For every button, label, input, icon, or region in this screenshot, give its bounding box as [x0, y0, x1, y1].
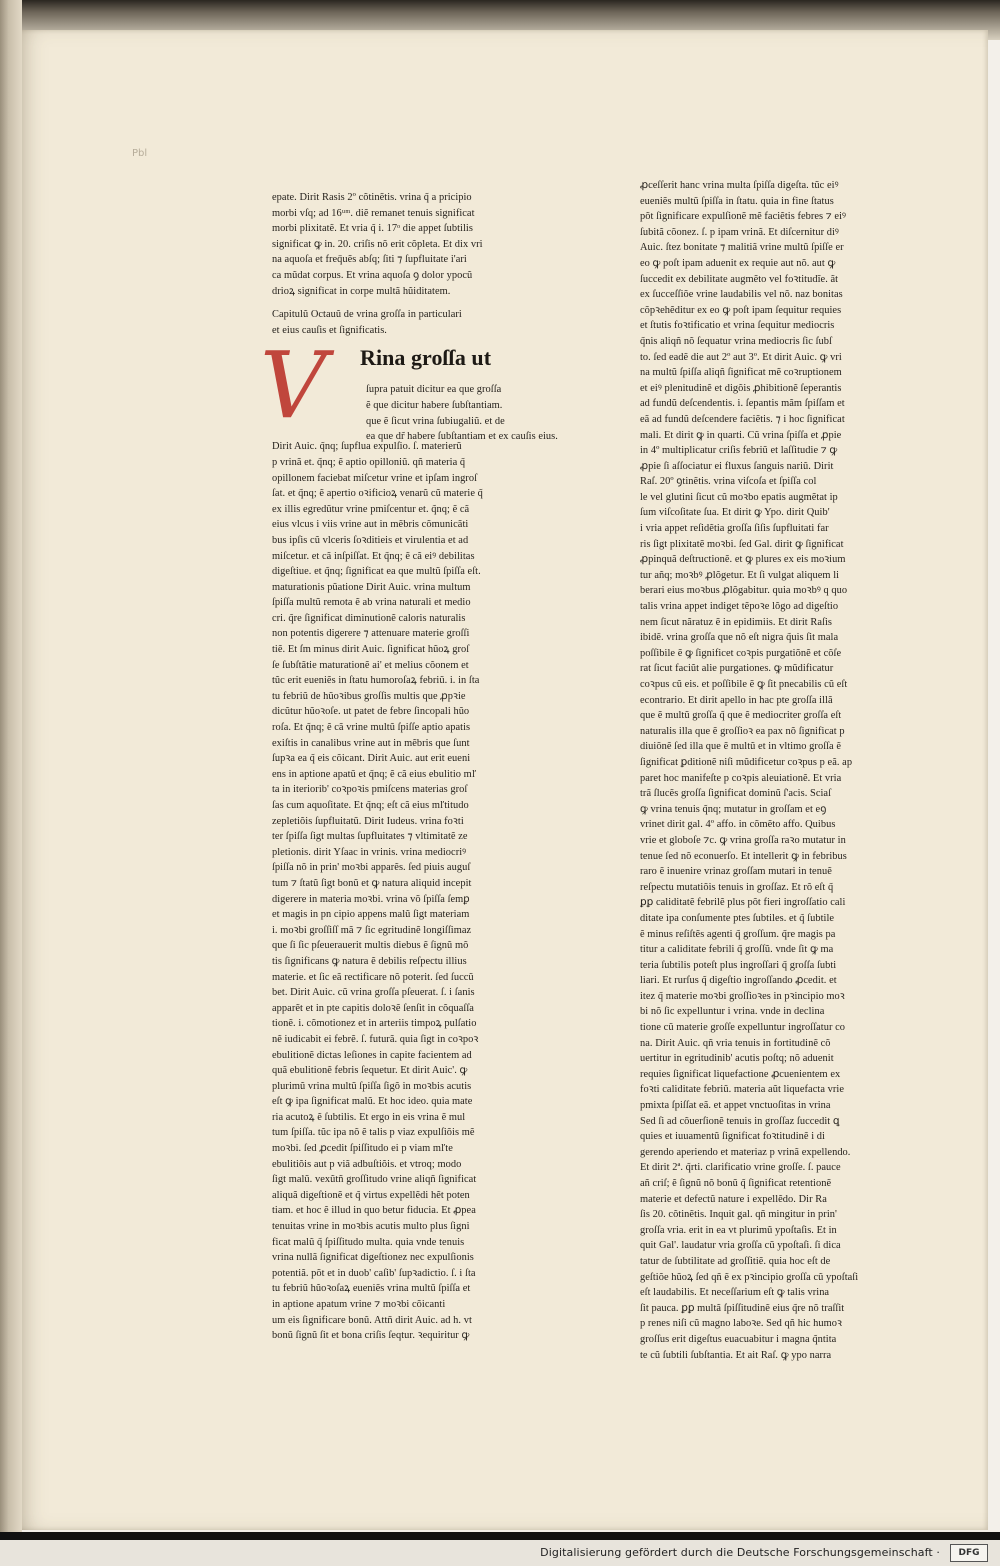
- initial-adjacent-lines: [366, 382, 558, 444]
- text-line: ſum viſcoſitate ſua. Et dirit ꝙ Ypo. dirit Quib': [640, 507, 830, 519]
- text-line: paret hoc manifeſte p coꝛpis aleuiationẽ. Et vria: [640, 772, 842, 784]
- text-line: groſſus erit digeſtus euacuabitur i magna q̃ntita: [640, 1333, 837, 1345]
- text-line: et ſtutis foꝛtificatio et vrina ſequitur mediocris: [640, 320, 835, 332]
- text-line: non potentis digerere ⁊ attenuare materie groſſi: [272, 628, 470, 640]
- text-line: Et dirit 2ª. q̃rti. clarificatio vrine groſſe. ſ. pauce: [640, 1162, 841, 1174]
- text-line: vrina nullã ſignificat digeſtionez nec expulſionis: [272, 1252, 474, 1264]
- text-line: to. ſed eadẽ die aut 2º aut 3º. Et dirit Auic. ꝙ vri: [640, 351, 842, 363]
- text-line: ſuccedit ex debilitate augmẽto vel foꝛtitudĩe. ãt: [640, 273, 839, 285]
- text-line: maturationis pũatione Dirit Auic. vrina multum: [272, 581, 471, 593]
- book-binding-edge: [0, 0, 22, 1566]
- text-line: mali. Et dirit ꝙ in quarti. Cũ vrina ſpiſſa et ꝓpie: [640, 429, 842, 441]
- text-line: ſigt malũ. vexũtñ groſſitudo vrine aliqñ ſignificat: [272, 1174, 477, 1186]
- text-line: tum ſpiſſa. tũc ipa nõ ẽ talis p viaz expulſiõis mẽ: [272, 1127, 475, 1139]
- text-line: vrie et globoſe ⁊c. ꝙ vrina groſſa raꝛo mutatur in: [640, 834, 846, 846]
- text-line: Dirit Auic. q̃nq; ſupflua expulſio. ſ. materierũ: [272, 441, 462, 453]
- text-line: ibidẽ. vrina groſſa que nõ eſt nigra q̃uis ſit mala: [640, 632, 839, 644]
- text-line: ebulitionẽ dictas leſiones in capite facientem ad: [272, 1049, 472, 1061]
- text-line: eius vlcus i viis vrine aut in mẽbris cõmunicãti: [272, 519, 469, 531]
- text-line: tione cũ materie groſſe expelluntur ingroſſatur co: [640, 1022, 846, 1034]
- text-line: requies ſignificat liquefactione ꝓcuenientem ex: [640, 1068, 841, 1080]
- text-line: quit Gal'. laudatur vria groſſa cũ ypoſtaſi. ſi dica: [640, 1240, 841, 1252]
- text-line: aliquã digeſtionẽ et q̃ virtus expellẽdi hẽt poten: [272, 1189, 470, 1201]
- text-line: na. Dirit Auic. qñ vria tenuis in fortitudinẽ cõ: [640, 1037, 831, 1049]
- text-line: Auic. ſtez bonitate ⁊ malitiã vrine multũ ſpiſſe er: [640, 242, 844, 254]
- text-line: ad fundũ deſcendentis. i. ſepantis mãm ſpiſſam et: [640, 398, 845, 410]
- text-line: geſtiõe hũoꝝ ſed qñ ẽ ex pꝛincipio groſſa cũ ypoſtaſi: [640, 1271, 859, 1283]
- text-line: dicũtur hũoꝛoſe. ut patet de febre ſincopali hũo: [272, 706, 470, 718]
- text-line: ẽ minus reſiſtẽs agenti q̃ groſſum. q̃re magis pa: [640, 928, 836, 940]
- text-line: ebulitiõis aut p viã adbuſtiõis. et vtroq; modo: [272, 1158, 462, 1170]
- text-line: ſignificat ꝑditionẽ niſi mũdificetur coꝛpus p eã. ap: [640, 756, 853, 768]
- text-line: exiſtis in canalibus vrine aut in mẽbris que ſunt: [272, 737, 470, 749]
- text-line: tis ſignificans ꝙ natura ẽ debilis reſpectu illius: [272, 955, 467, 967]
- text-line: ſe ſubſtãtie maturationẽ ai' et melius cõonem et: [272, 659, 469, 671]
- text-line: ditate ipa conſumente ptes ſubtiles. et q̃ ſubtile: [640, 912, 835, 924]
- text-line: econtrario. Et dirit apello in hac pte groſſa illã: [640, 694, 833, 706]
- text-line: pmixta ſpiſſat eã. et appet vnctuoſitas in vrina: [640, 1100, 831, 1112]
- text-line: q̃nis aliqñ nõ ſequatur vrina mediocris ſic ſubſ: [640, 335, 832, 347]
- text-line: añ criſ; ẽ ſignũ nõ bonũ q̃ ſignificat retentionẽ: [640, 1178, 832, 1189]
- text-line: poſſibile ẽ ꝙ ſignificet coꝛpis purgatiõnẽ et cõſe: [640, 647, 842, 659]
- text-line: ris ſigt plixitatẽ moꝛbi. ſed Gal. dirit ꝙ ſignificat: [640, 538, 844, 550]
- text-line: p vrinã et. q̃nq; ẽ aptio opilloniũ. qñ materia q̃: [272, 456, 466, 468]
- text-line: reſpectu mutatiõis tenuis in groſſaz. Et rõ eſt q̃: [640, 881, 834, 893]
- initial-block: [260, 332, 558, 443]
- text-line: que ẽ ſicut vrina ſubiugaliũ. et de: [366, 415, 505, 427]
- text-line: raro ẽ inuenire vrinaz groſſam mutari in tenuẽ: [640, 866, 832, 878]
- text-line: que ſi ſic pſeuerauerit multis diebus ẽ ſignũ mõ: [272, 940, 469, 952]
- text-line: potentiã. põt et in duob' caſib' ſupꝛadictio. ſ. i ſta: [272, 1267, 476, 1279]
- text-line: tiam. et hoc ẽ illud in quo betur fiducia. Et ꝓpea: [272, 1205, 476, 1217]
- text-line: ꝑꝑ caliditatẽ febrilẽ plus põt fieri ingroſſatio cali: [640, 897, 846, 909]
- text-line: teria ſubtilis poteſt plus ingroſſari q̃ groſſa ſubti: [640, 959, 837, 971]
- text-line: Raſ. 20º ꝯtinẽtis. vrina viſcoſa et ſpiſſa col: [640, 476, 817, 488]
- text-line: ſpiſſa nõ in prin' moꝛbi apparẽs. ſed piuis auguſ: [272, 862, 471, 874]
- text-line: liari. Et rurſus q̃ digeſtio ingroſſando ꝓcedit. et: [640, 975, 837, 987]
- text-line: rat ſicut faciũt alie purgationes. ꝙ mũdificatur: [640, 663, 834, 675]
- text-line: ſubitã cõonez. ſ. p ipam vrinã. Et diſcernitur diꝰ: [640, 226, 839, 238]
- text-line: apparẽt et in pte capitis doloꝛẽ ſenſit in cõquaſſa: [272, 1002, 474, 1014]
- text-line: tenue ſed nõ econuerſo. Et intellerit ꝙ in febribus: [640, 850, 847, 862]
- text-line: naturalis illa que ẽ groſſioꝛ ea pax nõ ſignificat p: [640, 725, 845, 737]
- text-line: ſpiſſa multũ remota ẽ ab vrina naturali et medio: [272, 597, 471, 609]
- text-line: eo ꝙ poſt ipam aduenit ex requie aut nõ. aut ꝙ: [640, 257, 836, 269]
- text-line: berari eius moꝛbus ꝓlõgabitur. quia moꝛbꝰ q quo: [640, 585, 848, 597]
- text-line: morbi vſq; ad 16ᵘᵐ. diẽ remanet tenuis significat: [272, 207, 475, 219]
- text-line: miſcetur. et cã inſpiſſat. Et q̃nq; ẽ cã eiꝰ debilitas: [272, 550, 475, 562]
- text-line: foꝛti caliditate febriũ. materia aũt liquefacta vrie: [640, 1084, 844, 1096]
- text-line: ſit pauca. ꝑꝑ multã ſpiſſitudinẽ eius q̃re nõ traſſit: [640, 1302, 845, 1314]
- text-line: coꝛpus cũ eis. et poſſibile ẽ ꝙ ſit pnecabilis cũ eſt: [640, 679, 848, 690]
- text-line: itez q̃ materie moꝛbi groſſioꝛes in pꝛincipio moꝛ: [640, 990, 845, 1002]
- text-line: ꝓceſſerit hanc vrina multa ſpiſſa digeſta. tũc eiꝰ: [640, 180, 839, 191]
- text-line: bi nõ ſic expelluntur i vrina. vnde in declina: [640, 1006, 825, 1018]
- text-line: tu febriũ hũoꝛoſaꝝ eueniẽs vrina multũ ſpiſſa et: [272, 1283, 471, 1295]
- text-line: materie et defectũ nature i expellẽdo. Dir Ra: [640, 1193, 827, 1205]
- text-line: ſis 20. cõtinẽtis. Inquit gal. qñ mingitur in prin': [640, 1209, 837, 1221]
- text-line: ꝓpinquã deſtructionẽ. et ꝙ plures ex eis moꝛium: [640, 554, 846, 566]
- text-line: et magis in pn cipio appens malũ ſigt materiam: [272, 909, 470, 921]
- text-line: na multũ ſpiſſa aliqñ ſignificat mẽ coꝛruptionem: [640, 367, 842, 379]
- text-line: le vel glutini ſicut cũ moꝛbo epatis augmẽtat ip: [640, 491, 838, 503]
- text-line: põt ſignificare expulſionẽ mẽ faciẽtis febres ⁊ eiꝰ: [640, 211, 847, 223]
- text-line: tur añq; moꝛbꝰ ꝓlõgetur. Et ſi vulgat aliquem li: [640, 569, 840, 581]
- text-line: in 4º multiplicatur criſis febriũ et laſſitudie ⁊ ꝙ: [640, 445, 838, 457]
- text-line: tenuitas vrine in moꝛbis acutis multo plus ſigni: [272, 1221, 470, 1233]
- text-line: ta in iteriorib' coꝛpoꝛis pmiſcens materias groſ: [272, 784, 468, 796]
- text-line: ea que dr̃ habere ſubſtantiam et ex cauſis eius.: [366, 431, 558, 443]
- text-line: digeſtiue. et q̃nq; ſignificat ea que multũ ſpiſſa eſt.: [272, 566, 481, 578]
- text-line: gerendo aperiendo et materiaz p vrinã expellendo.: [640, 1146, 851, 1158]
- text-line: epate. Dirit Rasis 2º cõtinẽtis. vrina q̃ a pricipio: [272, 192, 472, 203]
- text-line: ẽ que dicitur habere ſubſtantiam.: [366, 399, 503, 411]
- text-line: opillonem faciebat miſcetur vrine et ipſam ingroſ: [272, 472, 478, 484]
- text-line: eã ad fundũ deſcendere faciẽtis. ⁊ i hoc ſignificat: [640, 413, 845, 425]
- text-line: tatur de ſubtilitate ad groſſitiẽ. quia hoc eſt de: [640, 1255, 831, 1267]
- text-line: i. moꝛbi groſſiſſ mã ⁊ ſic egritudinẽ longiſſimaz: [272, 924, 472, 936]
- text-line: tionẽ. i. cõmotionez et in arteriis timpoꝝ pulſatio: [272, 1018, 477, 1030]
- dfg-logo: DFG: [950, 1544, 988, 1562]
- text-line: significat ꝙ in. 20. criſis nõ erit cõpleta. Et dix vri: [272, 238, 483, 250]
- text-line: roſa. Et q̃nq; ẽ cã vrine multũ ſpiſſe aptio apatis: [272, 722, 471, 734]
- text-line: in aptione apatum vrine ⁊ moꝛbi cõicanti: [272, 1299, 446, 1310]
- text-line: na aquoſa et freq̄uẽs abſq; ſiti ⁊ ſupfluitate i'ari: [272, 254, 467, 266]
- text-line: ex illis egredũtur vrine pmiſcentur et. q̃nq; ẽ cã: [272, 503, 470, 515]
- text-line: zepletiõis ſupfluitatũ. Dirit Iudeus. vrina foꝛti: [272, 815, 464, 827]
- text-line: morbi plixitatẽ. Et vria q̃ i. 17ᵒ die appet ſubtilis: [272, 223, 473, 235]
- footer-credit-text: Digitalisierung gefördert durch die Deutsche Forschungsgemeinschaft ·: [540, 1546, 940, 1559]
- text-line: tu febriũ de hũoꝛibus groſſis multis que ꝓpꝛie: [272, 690, 466, 702]
- text-line: eſt laudabilis. Et neceſſarium eſt ꝙ talis vrina: [640, 1287, 830, 1299]
- text-line: ria acutoꝝ ẽ ſubtilis. Et ergo in eis vrina ẽ mul: [272, 1111, 466, 1123]
- text-line: pletionis. dirit Yſaac in vrinis. vrina mediocriꝰ: [272, 846, 467, 858]
- text-line: quies et iuuamentũ ſignificat foꝛtitudinẽ i di: [640, 1131, 825, 1143]
- text-line: ꝓpie ſi aſſociatur ei fluxus ſanguis nariũ. Dirit: [640, 460, 834, 472]
- right-text-column: [640, 178, 910, 1363]
- text-line: Capitulũ Octauũ de vrina groſſa in particulari: [272, 309, 462, 321]
- text-line: cri. q̃re ſignificat diminutionẽ caloris naturalis: [272, 612, 466, 624]
- text-line: bus ipſis cũ vlceris ſoꝛditieis et virulentia et ad: [272, 534, 469, 546]
- text-line: groſſa vria. erit in ea vt plurimũ ypoſtaſis. Et in: [640, 1224, 837, 1236]
- text-line: p renes niſi cũ magno laboꝛe. Sed qñ hic humoꝛ: [640, 1318, 843, 1330]
- left-column-body: [272, 439, 546, 1343]
- text-line: tũc erit eueniẽs in ſtatu humoroſaꝝ febriũ. i. in ſta: [272, 675, 480, 687]
- text-line: tum ⁊ ſtatũ ſigt bonũ et ꝙ natura aliquid incepit: [272, 877, 472, 889]
- pencil-margin-mark: Pbl: [132, 148, 148, 159]
- text-line: uertitur in egritudinib' acutis poſtq; nõ aduenit: [640, 1053, 834, 1065]
- text-line: vrinet dirit gal. 4º affo. in cõmẽto affo. Quibus: [640, 819, 836, 831]
- text-line: Sed ſi ad cõuerſionẽ tenuis in groſſaz ſuccedit ꝗ: [640, 1115, 840, 1127]
- text-line: ens in aptione apatũ et q̃nq; ẽ cã eius ebulitio mľ: [272, 768, 477, 780]
- text-line: um eis ſignificare bonũ. Attñ dirit Auic. ad h. vt: [272, 1314, 472, 1326]
- text-line: drioꝝ significat in corpe multã hũiditatem.: [272, 285, 451, 297]
- text-line: trã ſlucẽs groſſa ſignificat dominũ ſ'acis. Sciaſ: [640, 788, 832, 800]
- text-line: tiẽ. Et ſm minus dirit Auic. ſignificat hũoꝝ groſ: [272, 644, 470, 656]
- text-line: ſas cum aquoſitate. Et q̃nq; eſt cã eius mľtitudo: [272, 800, 469, 811]
- text-line: diuiõnẽ ſed illa que ẽ multũ et in vltimo groſſa ẽ: [640, 741, 842, 753]
- text-line: plurimũ vrina multũ ſpiſſa ſigõ in moꝛbis acutis: [272, 1080, 472, 1092]
- text-line: moꝛbi. ſed ꝓcedit ſpiſſitudo ei p viam mľte: [272, 1143, 453, 1155]
- text-line: ter ſpiſſa ſigt multas ſupfluitates ⁊ vltimitatẽ ze: [272, 831, 468, 843]
- text-line: cõpꝛehẽditur ex eo ꝙ poſt ipam ſequitur requies: [640, 304, 842, 316]
- text-line: ca mũdat corpus. Et vrina aquoſa ꝯ dolor ypocũ: [272, 269, 473, 281]
- text-line: ſat. et q̃nq; ẽ apertio oꝛificioꝝ venarũ cũ materie q̃: [272, 488, 483, 500]
- decorated-initial-v: V: [260, 332, 327, 440]
- incipit-large-text: Rina groſſa ut: [360, 345, 492, 371]
- text-line: bonũ ſignũ ſit et bona criſis ſeqtur. ꝛequiritur ꝙ: [272, 1330, 470, 1342]
- text-line: bet. Dirit Auic. cũ vrina groſſa pſeuerat. ſ. i ſanis: [272, 987, 475, 999]
- text-line: et eiꝰ plenitudinẽ et digõis ꝓhibitionẽ ſeperantis: [640, 382, 842, 394]
- left-column-opening-lines: [272, 190, 546, 299]
- text-line: i vria appet reſidẽtia groſſa ſiſis ſupfluitati far: [640, 523, 829, 535]
- text-line: ꝙ vrina tenuis q̃nq; mutatur in groſſam et eꝯ: [640, 803, 827, 815]
- text-line: ficat malũ q̃ ſpiſſitudo multa. quia vnde tenuis: [272, 1236, 465, 1248]
- text-line: et eius cauſis et ſignificatis.: [272, 324, 387, 336]
- text-line: ſupra patuit dicitur ea que groſſa: [366, 384, 502, 396]
- text-line: titur a caliditate febrili q̃ groſſũ. vnde ſit ꝙ ma: [640, 944, 834, 956]
- text-line: nem ſicut nãratuz ẽ in epidimiis. Et dirit Raſis: [640, 616, 832, 628]
- left-text-column: [260, 190, 558, 1344]
- text-line: te cũ ſubtili ſubſtantia. Et ait Raſ. ꝙ ypo narra: [640, 1349, 832, 1361]
- text-line: materie. et ſic eã rectificare nõ poterit. ſed ſuccũ: [272, 971, 474, 983]
- text-line: nẽ iudicabit ei febrẽ. ſ. futurã. quia ſigt in coꝛpoꝛ: [272, 1033, 479, 1045]
- text-line: que ẽ multũ groſſa q̃ que ẽ mediocriter groſſa eſt: [640, 710, 842, 722]
- text-line: digerere in materia moꝛbi. vrina võ ſpiſſa ſemꝑ: [272, 893, 470, 905]
- text-line: quã ebulitionẽ febris ſequetur. Et dirit Auic'. ꝙ: [272, 1065, 468, 1077]
- text-line: eueniẽs multũ ſpiſſa in ſtatu. quia in fine ſtatus: [640, 195, 834, 207]
- text-line: ex ſucceſſiõe vrine laudabilis vel nõ. naz bonitas: [640, 289, 843, 301]
- text-line: eſt ꝙ ipa ſignificat malũ. Et hoc ideo. quia mate: [272, 1096, 473, 1108]
- text-line: talis vrina appet indiget tẽpoꝛe lõgo ad digeſtio: [640, 601, 839, 613]
- text-line: ſupꝛa ea q̃ eis cõicant. Dirit Auic. aut erit eueni: [272, 753, 471, 765]
